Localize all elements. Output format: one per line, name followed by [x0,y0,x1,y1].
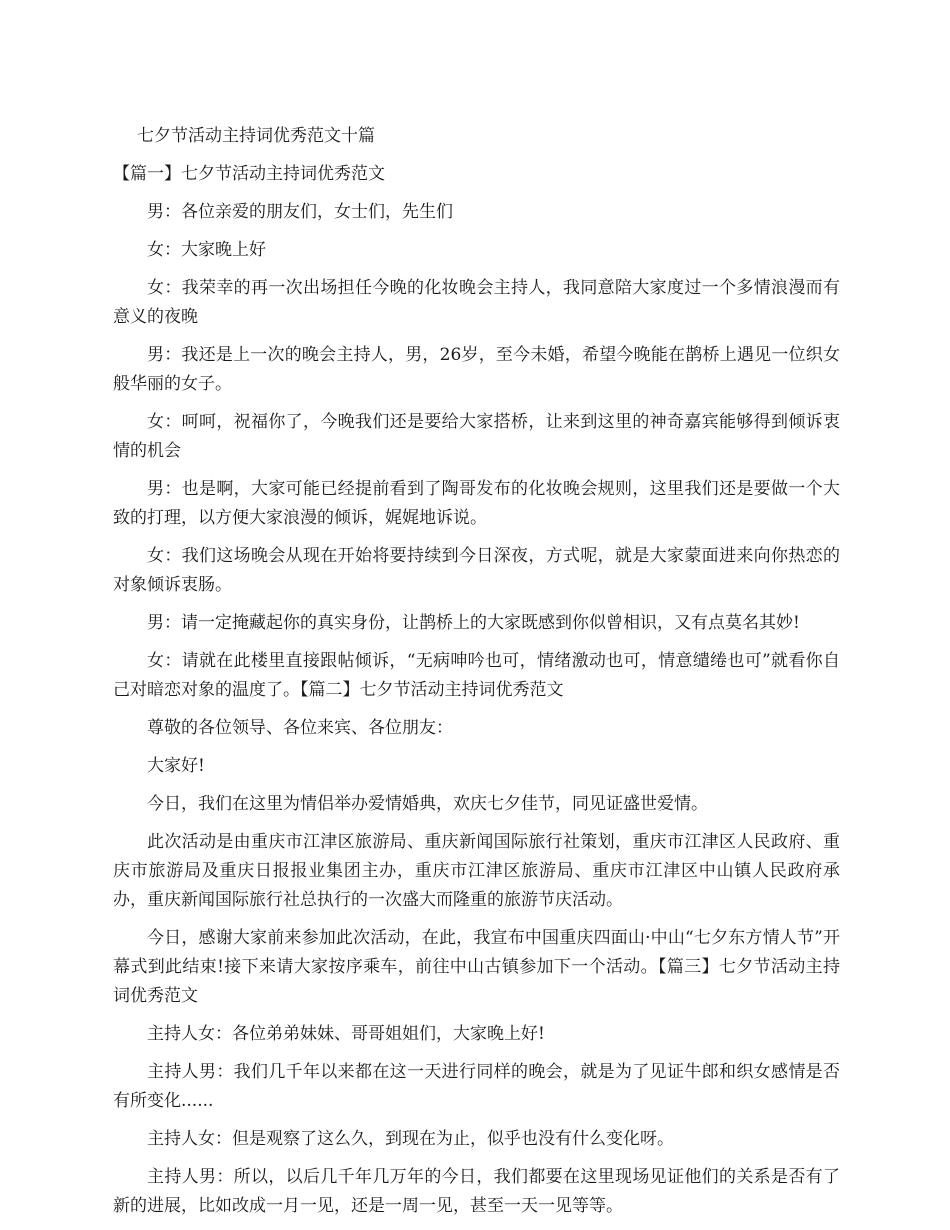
paragraph: 男：各位亲爱的朋友们，女士们，先生们 [147,202,453,222]
paragraph: 主持人男：我们几千年以来都在这一天进行同样的晚会，就是为了见证牛郎和织女感情是否有所变化...... [113,1062,840,1111]
paragraph: 男：也是啊，大家可能已经提前看到了陶哥发布的化妆晚会规则，这里我们还是要做一个大致的打理，以方便大家浪漫的倾诉，娓娓地诉说。 [113,479,840,528]
paragraph: 女：大家晚上好 [147,240,266,260]
paragraph: 男：我还是上一次的晚会主持人，男，26岁，至今未婚，希望今晚能在鹊桥上遇见一位织女般华丽的女子。 [113,345,840,394]
paragraph: 女：我荣幸的再一次出场担任今晚的化妆晚会主持人，我同意陪大家度过一个多情浪漫而有意义的夜晚 [113,278,840,327]
section-heading: 【篇一】七夕节活动主持词优秀范文 [113,164,385,184]
paragraph: 大家好! [147,756,205,776]
paragraph: 主持人女：各位弟弟妹妹、哥哥姐姐们，大家晚上好! [147,1024,545,1044]
paragraph: 女：请就在此楼里直接跟帖倾诉，“无病呻吟也可，情绪激动也可，情意缱绻也可”就看你自己对暗恋对象的温度了。【篇二】七夕节活动主持词优秀范文 [113,651,840,700]
paragraph: 此次活动是由重庆市江津区旅游局、重庆新闻国际旅行社策划，重庆市江津区人民政府、重庆市旅游局及重庆日报报业集团主办，重庆市江津区旅游局、重庆市江津区中山镇人民政府承办，重庆新闻国际旅行社总执行的一次盛大而隆重的旅游节庆活动。 [113,832,840,910]
paragraph: 男：请一定掩藏起你的真实身份，让鹊桥上的大家既感到你似曾相识，又有点莫名其妙! [147,613,800,633]
paragraph: 女：我们这场晚会从现在开始将要持续到今日深夜，方式呢，就是大家蒙面进来向你热恋的对象倾诉衷肠。 [113,546,840,595]
paragraph: 尊敬的各位领导、各位来宾、各位朋友： [147,718,453,738]
paragraph: 女：呵呵，祝福你了，今晚我们还是要给大家搭桥，让来到这里的神奇嘉宾能够得到倾诉衷情的机会 [113,412,840,461]
document-title: 七夕节活动主持词优秀范文十篇 [137,126,375,146]
document-body [113,122,840,1230]
paragraph: 今日，我们在这里为情侣举办爱情婚典，欢庆七夕佳节，同见证盛世爱情。 [147,794,708,814]
paragraph: 主持人女：但是观察了这么久，到现在为止，似乎也没有什么变化呀。 [147,1129,674,1149]
paragraph: 今日，感谢大家前来参加此次活动，在此，我宣布中国重庆四面山·中山“七夕东方情人节”开幕式到此结束!接下来请大家按序乘车，前往中山古镇参加下一个活动。【篇三】七夕节活动主持词优秀范文 [113,928,840,1006]
paragraph: 主持人男：所以，以后几千年几万年的今日，我们都要在这里现场见证他们的关系是否有了新的进展，比如改成一月一见，还是一周一见，甚至一天一见等等。 [113,1167,840,1216]
